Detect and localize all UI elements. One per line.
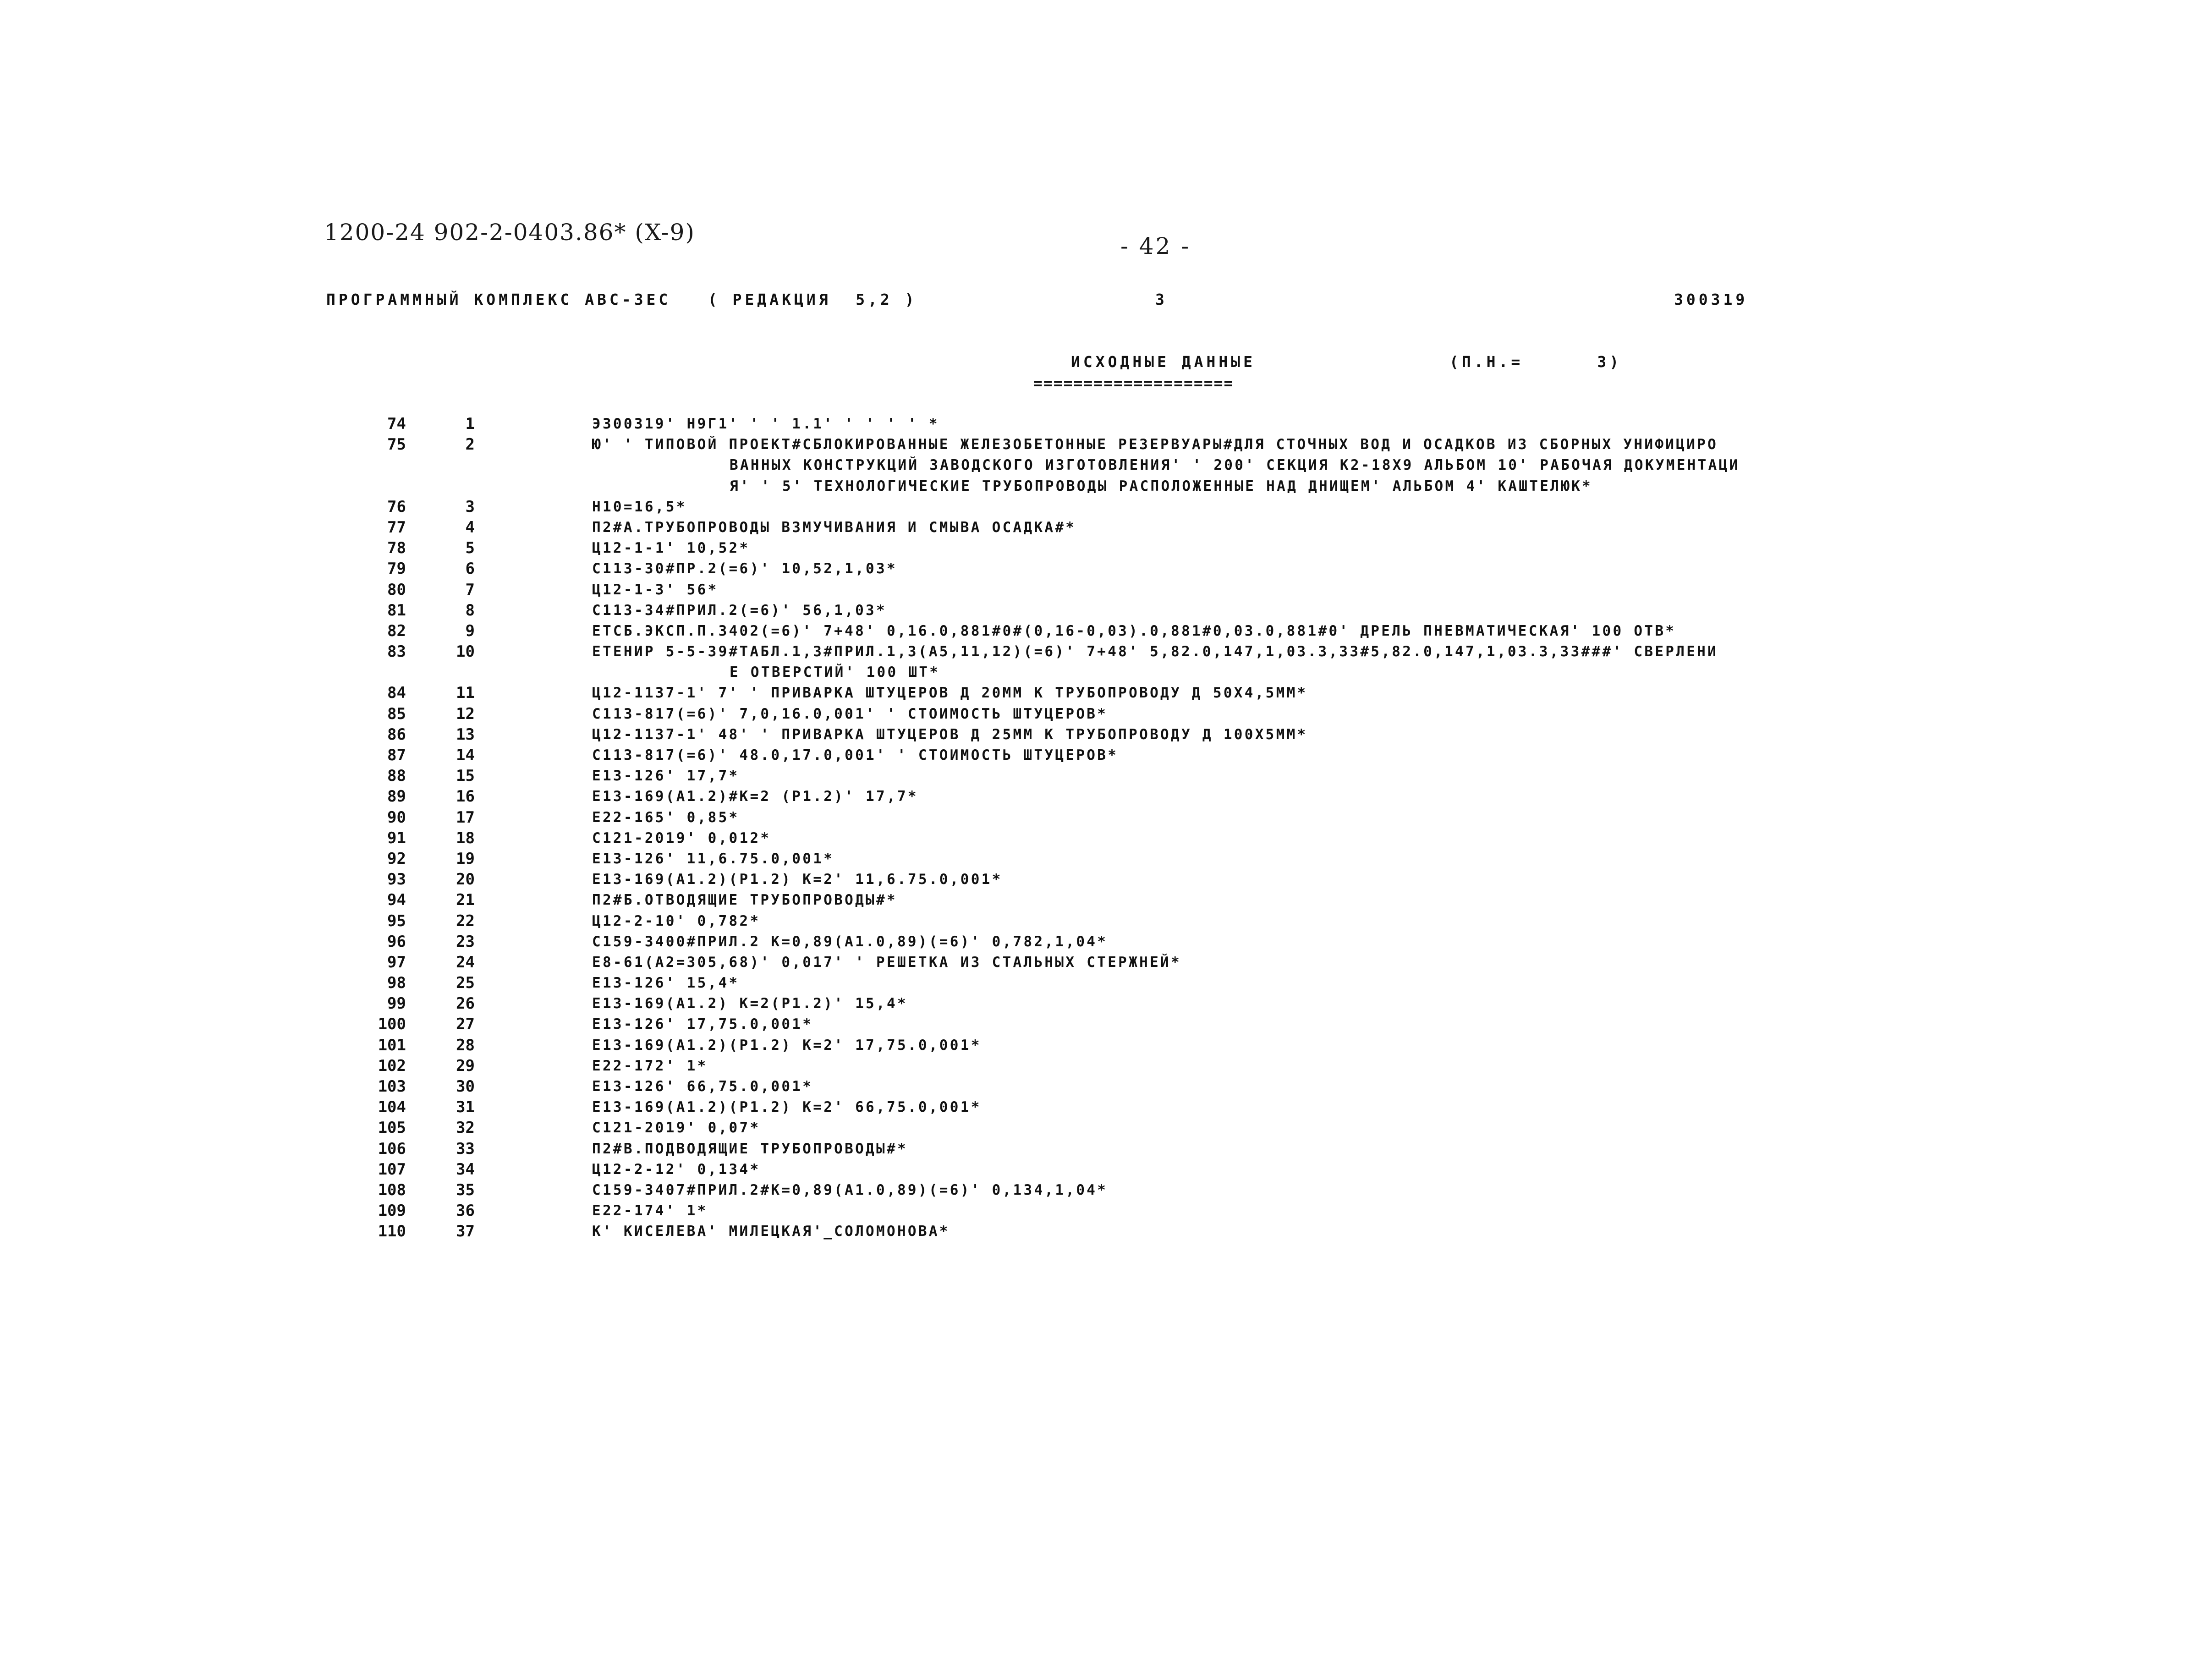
listing-row <box>357 1014 1961 1035</box>
record-text: Э300319' Н9Г1' ' ' 1.1' ' ' ' ' * <box>592 416 939 432</box>
record-text: С159-3400#ПРИЛ.2 К=0,89(А1.0,89)(=6)' 0,782,1,04* <box>592 933 1108 950</box>
record-number: 19 <box>456 849 475 868</box>
listing-row <box>357 911 1961 932</box>
listing-row <box>357 1097 1961 1118</box>
record-number: 26 <box>456 994 475 1013</box>
record-text: Ю' ' ТИПОВОЙ ПРОЕКТ#СБЛОКИРОВАННЫЕ ЖЕЛЕЗОБЕТОННЫЕ РЕЗЕРВУАРЫ#ДЛЯ СТОЧНЫХ ВОД И ОСАДКОВ ИЗ СБОРНЫХ УНИФИЦИРО <box>592 436 1718 453</box>
record-text: С113-30#ПР.2(=6)' 10,52,1,03* <box>592 560 897 577</box>
page-number: - 42 - <box>1120 233 1191 259</box>
section-title: ИСХОДНЫЕ ДАННЫЕ <box>1071 353 1256 371</box>
line-number: 90 <box>387 808 406 827</box>
record-text: К' КИСЕЛЕВА' МИЛЕЦКАЯ'_СОЛОМОНОВА* <box>592 1223 950 1240</box>
listing-row <box>357 1056 1961 1076</box>
listing-row <box>357 828 1961 849</box>
record-number: 31 <box>456 1098 475 1117</box>
record-number: 6 <box>465 560 475 578</box>
record-text: П2#В.ПОДВОДЯЩИЕ ТРУБОПРОВОДЫ#* <box>592 1140 908 1157</box>
record-number: 12 <box>456 704 475 723</box>
line-number: 108 <box>378 1180 406 1199</box>
listing-row <box>357 807 1961 828</box>
listing-row <box>357 1035 1961 1056</box>
listing-row <box>357 993 1961 1014</box>
line-number: 106 <box>378 1139 406 1158</box>
record-number: 34 <box>456 1160 475 1179</box>
record-text: Я' ' 5' ТЕХНОЛОГИЧЕСКИЕ ТРУБОПРОВОДЫ РАСПОЛОЖЕННЫЕ НАД ДНИЩЕМ' АЛЬБОМ 4' КАШТЕЛЮК* <box>730 478 1593 494</box>
record-text: Е13-169(А1.2)(Р1.2) К=2' 66,75.0,001* <box>592 1099 982 1116</box>
document-code: 300319 <box>1674 291 1748 308</box>
record-number: 27 <box>456 1015 475 1034</box>
listing-row <box>357 869 1961 890</box>
listing-row <box>357 1139 1961 1159</box>
record-text: Е22-165' 0,85* <box>592 809 740 826</box>
line-number: 94 <box>387 891 406 910</box>
listing-row <box>357 704 1961 724</box>
record-text: Ц12-2-12' 0,134* <box>592 1161 761 1178</box>
line-number: 97 <box>387 953 406 971</box>
line-number: 86 <box>387 725 406 744</box>
record-number: 16 <box>456 787 475 806</box>
record-text: С121-2019' 0,07* <box>592 1120 761 1136</box>
listing-row <box>357 932 1961 952</box>
record-text: Е13-126' 15,4* <box>592 975 740 992</box>
record-number: 11 <box>456 684 475 703</box>
record-number: 9 <box>465 621 475 640</box>
record-number: 33 <box>456 1139 475 1158</box>
record-text: Е22-172' 1* <box>592 1057 708 1074</box>
listing-row <box>357 973 1961 993</box>
record-number: 25 <box>456 974 475 993</box>
listing-continuation-row <box>357 476 1961 497</box>
line-number: 104 <box>378 1098 406 1117</box>
record-text: Е13-126' 17,7* <box>592 768 740 785</box>
listing-row <box>357 434 1961 455</box>
record-number: 35 <box>456 1180 475 1199</box>
record-number: 15 <box>456 767 475 785</box>
listing-row <box>357 1076 1961 1097</box>
record-text: Ц12-1-3' 56* <box>592 581 719 598</box>
line-number: 85 <box>387 704 406 723</box>
sheet-number: 3 <box>1155 291 1168 308</box>
line-number: 100 <box>378 1015 406 1034</box>
line-number: 76 <box>387 497 406 516</box>
line-number: 79 <box>387 560 406 578</box>
listing-row <box>357 538 1961 559</box>
record-text: Н10=16,5* <box>592 498 687 515</box>
record-number: 28 <box>456 1036 475 1054</box>
record-number: 7 <box>465 580 475 599</box>
line-number: 105 <box>378 1119 406 1137</box>
line-number: 81 <box>387 601 406 620</box>
record-text: Ц12-1137-1' 48' ' ПРИВАРКА ШТУЦЕРОВ Д 25ММ К ТРУБОПРОВОДУ Д 100Х5ММ* <box>592 726 1308 743</box>
line-number: 96 <box>387 932 406 951</box>
record-number: 13 <box>456 725 475 744</box>
record-text: Е ОТВЕРСТИЙ' 100 ШТ* <box>730 664 940 681</box>
record-number: 23 <box>456 932 475 951</box>
line-number: 101 <box>378 1036 406 1054</box>
listing-row <box>357 1201 1961 1221</box>
line-number: 89 <box>387 787 406 806</box>
line-number: 92 <box>387 849 406 868</box>
listing-row <box>357 683 1961 703</box>
line-number: 95 <box>387 911 406 930</box>
record-text: ЕТСБ.ЭКСП.П.3402(=6)' 7+48' 0,16.0,881#0#(0,16-0,03).0,881#0,03.0,881#0' ДРЕЛЬ ПНЕВМАТИЧЕСКАЯ' 100 ОТВ* <box>592 622 1676 639</box>
record-number: 10 <box>456 642 475 661</box>
section-pn: (П.Н.= 3) <box>1449 353 1622 371</box>
record-text: Е13-169(А1.2)(Р1.2) К=2' 17,75.0,001* <box>592 1037 982 1054</box>
record-number: 17 <box>456 808 475 827</box>
listing-row <box>357 1118 1961 1138</box>
record-number: 21 <box>456 891 475 910</box>
line-number: 107 <box>378 1160 406 1179</box>
record-text: П2#Б.ОТВОДЯЩИЕ ТРУБОПРОВОДЫ#* <box>592 892 897 909</box>
record-number: 18 <box>456 829 475 847</box>
listing-row <box>357 745 1961 766</box>
listing-row <box>357 890 1961 911</box>
line-number: 74 <box>387 415 406 433</box>
line-number: 99 <box>387 994 406 1013</box>
record-number: 37 <box>456 1222 475 1241</box>
record-text: ЕТЕНИР 5-5-39#ТАБЛ.1,3#ПРИЛ.1,3(А5,11,12)(=6)' 7+48' 5,82.0,147,1,03.3,33#5,82.0,147,1,03.3,33###' СВЕРЛЕНИ <box>592 643 1718 660</box>
listing-row <box>357 1180 1961 1201</box>
record-number: 3 <box>465 497 475 516</box>
record-text: С113-817(=6)' 48.0,17.0,001' ' СТОИМОСТЬ ШТУЦЕРОВ* <box>592 747 1119 763</box>
line-number: 88 <box>387 767 406 785</box>
listing-row <box>357 766 1961 786</box>
record-number: 30 <box>456 1077 475 1096</box>
record-text: Е13-169(А1.2) К=2(Р1.2)' 15,4* <box>592 995 908 1012</box>
record-number: 32 <box>456 1119 475 1137</box>
record-number: 24 <box>456 953 475 971</box>
program-header: ПРОГРАММНЫЙ КОМПЛЕКС АВС-3ЕС ( РЕДАКЦИЯ 5,2 ) <box>326 291 917 308</box>
line-number: 110 <box>378 1222 406 1241</box>
listing-row <box>357 786 1961 807</box>
listing-row <box>357 580 1961 600</box>
line-number: 87 <box>387 746 406 764</box>
listing-row <box>357 1159 1961 1180</box>
line-number: 109 <box>378 1202 406 1220</box>
record-text: Ц12-1-1' 10,52* <box>592 540 750 557</box>
record-text: С113-34#ПРИЛ.2(=6)' 56,1,03* <box>592 602 887 619</box>
listing-row <box>357 952 1961 973</box>
listing-row <box>357 517 1961 538</box>
record-text: Е8-61(А2=305,68)' 0,017' ' РЕШЕТКА ИЗ СТАЛЬНЫХ СТЕРЖНЕЙ* <box>592 954 1181 971</box>
record-text: С159-3407#ПРИЛ.2#К=0,89(А1.0,89)(=6)' 0,134,1,04* <box>592 1181 1108 1198</box>
line-number: 75 <box>387 435 406 454</box>
listing-row <box>357 600 1961 621</box>
record-text: Е13-126' 66,75.0,001* <box>592 1078 813 1095</box>
listing-row <box>357 849 1961 869</box>
record-text: Е13-169(А1.2)(Р1.2) К=2' 11,6.75.0,001* <box>592 871 1003 888</box>
record-number: 29 <box>456 1056 475 1075</box>
record-number: 20 <box>456 870 475 889</box>
record-text: Ц12-1137-1' 7' ' ПРИВАРКА ШТУЦЕРОВ Д 20ММ К ТРУБОПРОВОДУ Д 50Х4,5ММ* <box>592 685 1308 702</box>
record-text: ВАННЫХ КОНСТРУКЦИЙ ЗАВОДСКОГО ИЗГОТОВЛЕНИЯ' ' 200' СЕКЦИЯ К2-18Х9 АЛЬБОМ 10' РАБОЧАЯ ДОКУМЕНТАЦИ <box>730 457 1740 474</box>
line-number: 103 <box>378 1077 406 1096</box>
record-number: 36 <box>456 1202 475 1220</box>
listing-row <box>357 724 1961 745</box>
record-number: 4 <box>465 518 475 537</box>
line-number: 80 <box>387 580 406 599</box>
line-number: 83 <box>387 642 406 661</box>
line-number: 98 <box>387 974 406 993</box>
listing-continuation-row <box>357 662 1961 683</box>
line-number: 78 <box>387 539 406 558</box>
line-number: 82 <box>387 621 406 640</box>
line-number: 102 <box>378 1056 406 1075</box>
listing-row <box>357 621 1961 642</box>
record-number: 2 <box>465 435 475 454</box>
record-number: 22 <box>456 911 475 930</box>
line-number: 93 <box>387 870 406 889</box>
line-number: 91 <box>387 829 406 847</box>
section-underline: ==================== <box>1033 374 1234 392</box>
record-text: Е13-169(А1.2)#К=2 (Р1.2)' 17,7* <box>592 788 918 805</box>
listing-row <box>357 1221 1961 1242</box>
record-text: Е13-126' 11,6.75.0,001* <box>592 850 834 867</box>
listing-continuation-row <box>357 455 1961 476</box>
record-number: 8 <box>465 601 475 620</box>
record-text: С121-2019' 0,012* <box>592 829 771 846</box>
record-text: Е13-126' 17,75.0,001* <box>592 1016 813 1033</box>
listing-row <box>357 497 1961 517</box>
document-reference: 1200-24 902-2-0403.86* (X-9) <box>324 219 695 246</box>
record-text: Е22-174' 1* <box>592 1202 708 1219</box>
data-listing <box>357 414 1961 1242</box>
listing-row <box>357 414 1961 434</box>
line-number: 77 <box>387 518 406 537</box>
record-number: 1 <box>465 415 475 433</box>
record-number: 5 <box>465 539 475 558</box>
line-number: 84 <box>387 684 406 703</box>
listing-row <box>357 642 1961 662</box>
listing-row <box>357 559 1961 579</box>
record-text: Ц12-2-10' 0,782* <box>592 912 761 929</box>
record-text: П2#А.ТРУБОПРОВОДЫ ВЗМУЧИВАНИЯ И СМЫВА ОСАДКА#* <box>592 519 1076 536</box>
record-text: С113-817(=6)' 7,0,16.0,001' ' СТОИМОСТЬ ШТУЦЕРОВ* <box>592 705 1108 722</box>
record-number: 14 <box>456 746 475 764</box>
